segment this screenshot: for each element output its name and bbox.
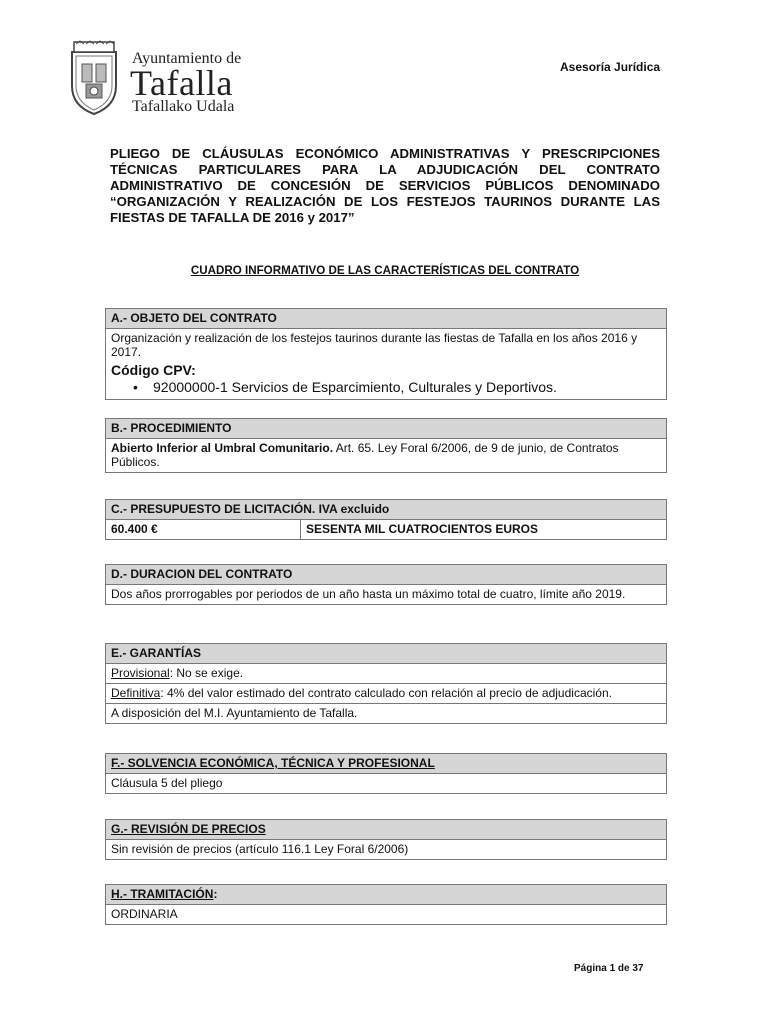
section-b-header: B.- PROCEDIMIENTO <box>106 419 666 439</box>
section-e <box>105 643 667 724</box>
section-a-header: A.- OBJETO DEL CONTRATO <box>106 309 666 329</box>
budget-amount-words: SESENTA MIL CUATROCIENTOS EUROS <box>306 522 539 536</box>
page-number: Página 1 de 37 <box>574 963 644 974</box>
definitiva-text: : 4% del valor estimado del contrato calculado con relación al precio de adjudicación. <box>160 686 612 700</box>
bullet-icon: • <box>133 379 138 395</box>
section-h <box>105 884 667 925</box>
coat-of-arms-icon <box>64 40 124 116</box>
guarantee-definitiva <box>106 684 666 704</box>
logo-line-3: Tafallako Udala <box>132 98 235 115</box>
document-title: PLIEGO DE CLÁUSULAS ECONÓMICO ADMINISTRATIVAS Y PRESCRIPCIONES TÉCNICAS PARTICULARES PARA LA ADJUDICACIÓN DEL CONTRATO ADMINISTRATIVO DE CONCESIÓN DE SERVICIOS PÚBLICOS DENOMINADO “ORGANIZACIÓN Y REALIZACIÓN DE LOS FESTEJOS TAURINOS DURANTE LAS FIESTAS DE TAFALLA DE 2016 y 2017” <box>110 146 660 225</box>
section-g-header <box>106 820 666 840</box>
procedure-type: Abierto Inferior al Umbral Comunitario. <box>111 441 334 455</box>
cpv-item <box>111 379 661 396</box>
budget-amount: 60.400 € <box>106 520 301 539</box>
section-f-text: Cláusula 5 del pliego <box>106 774 666 794</box>
section-d <box>105 564 667 605</box>
section-c <box>105 499 667 540</box>
section-h-text: ORDINARIA <box>106 905 666 925</box>
section-g-header-text: G.- REVISIÓN DE PRECIOS <box>111 822 266 836</box>
section-g <box>105 819 667 860</box>
procedure-text: Art. 65. Ley Foral 6/2006, de 9 de junio, de Contratos Públicos. <box>111 441 619 469</box>
section-e-header: E.- GARANTÍAS <box>106 644 666 664</box>
cpv-item-text: 92000000-1 Servicios de Esparcimiento, Culturales y Deportivos. <box>153 379 557 395</box>
department-label: Asesoría Jurídica <box>560 60 661 74</box>
section-c-header: C.- PRESUPUESTO DE LICITACIÓN. IVA excluido <box>106 500 666 520</box>
section-h-header-text: H.- TRAMITACIÓN <box>111 887 214 901</box>
logo-line-2: Tafalla <box>130 63 233 103</box>
section-d-header: D.- DURACION DEL CONTRATO <box>106 565 666 585</box>
definitiva-label: Definitiva <box>111 686 161 700</box>
section-g-text: Sin revisión de precios (artículo 116.1 Ley Foral 6/2006) <box>106 840 666 860</box>
section-f-header <box>106 754 666 774</box>
provisional-text: : No se exige. <box>169 666 244 680</box>
guarantee-provisional <box>106 664 666 684</box>
cuadro-title: CUADRO INFORMATIVO DE LAS CARACTERÍSTICAS DEL CONTRATO <box>190 264 580 277</box>
section-a <box>105 308 667 400</box>
municipal-logo <box>64 40 264 120</box>
cpv-label: Código CPV: <box>111 362 196 378</box>
section-b-body <box>106 439 666 473</box>
provisional-label: Provisional <box>111 666 170 680</box>
section-c-body <box>106 520 666 540</box>
section-d-text: Dos años prorrogables por periodos de un año hasta un máximo total de cuatro, límite año 2019. <box>106 585 666 605</box>
section-a-text: Organización y realización de los festejos taurinos durante las fiestas de Tafalla en los años 2016 y 2017. <box>111 331 638 359</box>
section-h-header <box>106 885 666 905</box>
section-f <box>105 753 667 794</box>
section-b <box>105 418 667 473</box>
section-a-body <box>106 329 666 400</box>
section-f-header-text: F.- SOLVENCIA ECONÓMICA, TÉCNICA Y PROFESIONAL <box>111 756 435 770</box>
logo-line-1: Ayuntamiento de <box>132 50 242 67</box>
guarantee-disposicion: A disposición del M.I. Ayuntamiento de Tafalla. <box>106 704 666 724</box>
section-h-header-suffix: : <box>213 887 218 901</box>
